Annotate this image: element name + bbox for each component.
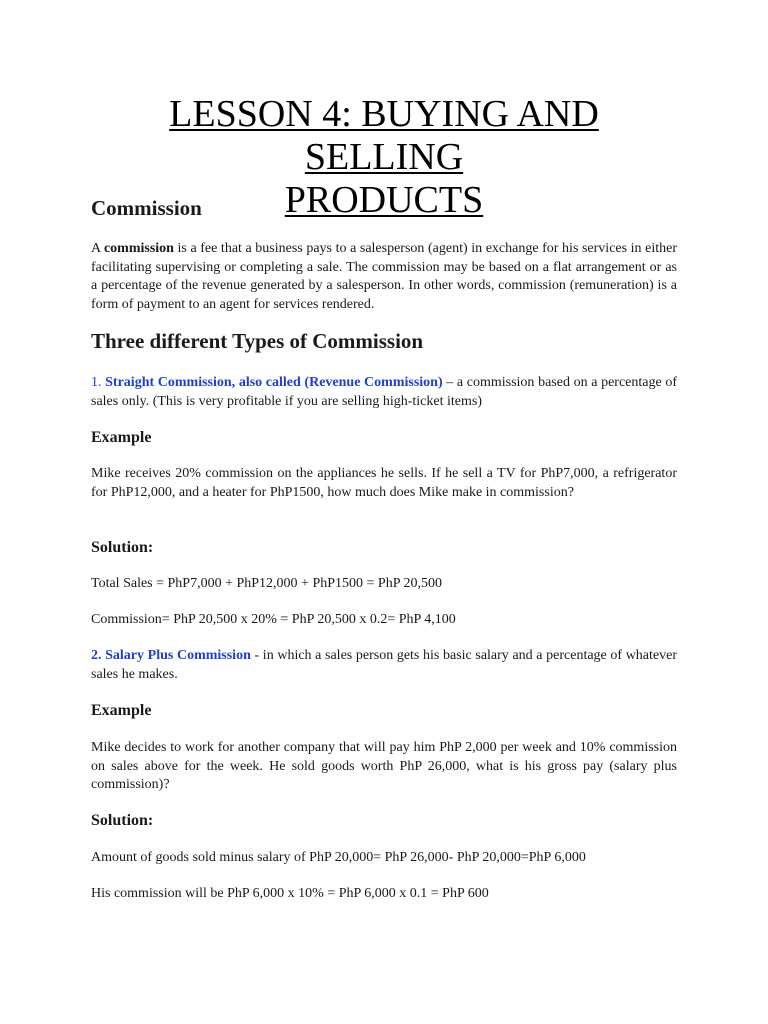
example1-heading: Example [91,429,152,446]
solution2-line-1: Amount of goods sold minus salary of PhP 20,000= PhP 26,000- PhP 20,000=PhP 6,000 [91,850,586,865]
type2-name: 2. Salary Plus Commission [91,648,251,663]
type1-name: Straight Commission, also called (Revenue Commission) [105,375,443,390]
example2-text: Mike decides to work for another company that will pay him PhP 2,000 per week and 10% commission on sales above for the week. He sold goods worth PhP 26,000, what is his gross pay (salary plus commission)? [91,740,677,792]
definition-body: is a fee that a business pays to a salesperson (agent) in exchange for his services in either facilitating supervising or completing a sale. The commission may be based on a flat arrangement or as a percentage of the revenue generated by a salesperson. In other words, commission (remuneration) is a form of payment to an agent for services rendered. [91,241,678,312]
types-heading: Three different Types of Commission [91,329,424,353]
definition-prefix: A [91,241,104,256]
example1-text: Mike receives 20% commission on the appliances he sells. If he sell a TV for PhP7,000, a refrigerator for PhP12,000, and a heater for PhP1500, how much does Mike make in commission? [91,466,677,500]
commission-heading: Commission [91,196,202,220]
type2-description: - in which a sales person gets his basic salary and a percentage of whatever sales he makes. [91,648,677,682]
solution2-line-2: His commission will be PhP 6,000 x 10% = PhP 6,000 x 0.1 = PhP 600 [91,886,489,901]
commission-definition [91,240,677,314]
type1-number: 1. [91,375,106,390]
page-title [91,0,677,222]
type2-paragraph [91,647,677,684]
definition-term: commission [103,241,174,256]
solution1-heading: Solution: [91,539,154,556]
solution1-line-1: Total Sales = PhP7,000 + PhP12,000 + PhP1500 = PhP 20,500 [91,576,442,591]
title-line-2: PRODUCTS [284,179,484,221]
type1-description: – a commission based on a percentage of sales only. (This is very profitable if you are selling high-ticket items) [91,375,677,409]
type1-paragraph [91,374,677,411]
solution2-heading: Solution: [91,812,154,829]
example2-heading: Example [91,702,152,719]
solution1-line-2: Commission= PhP 20,500 x 20% = PhP 20,500 x 0.2= PhP 4,100 [91,612,456,627]
title-line-1: LESSON 4: BUYING AND SELLING [169,93,599,178]
